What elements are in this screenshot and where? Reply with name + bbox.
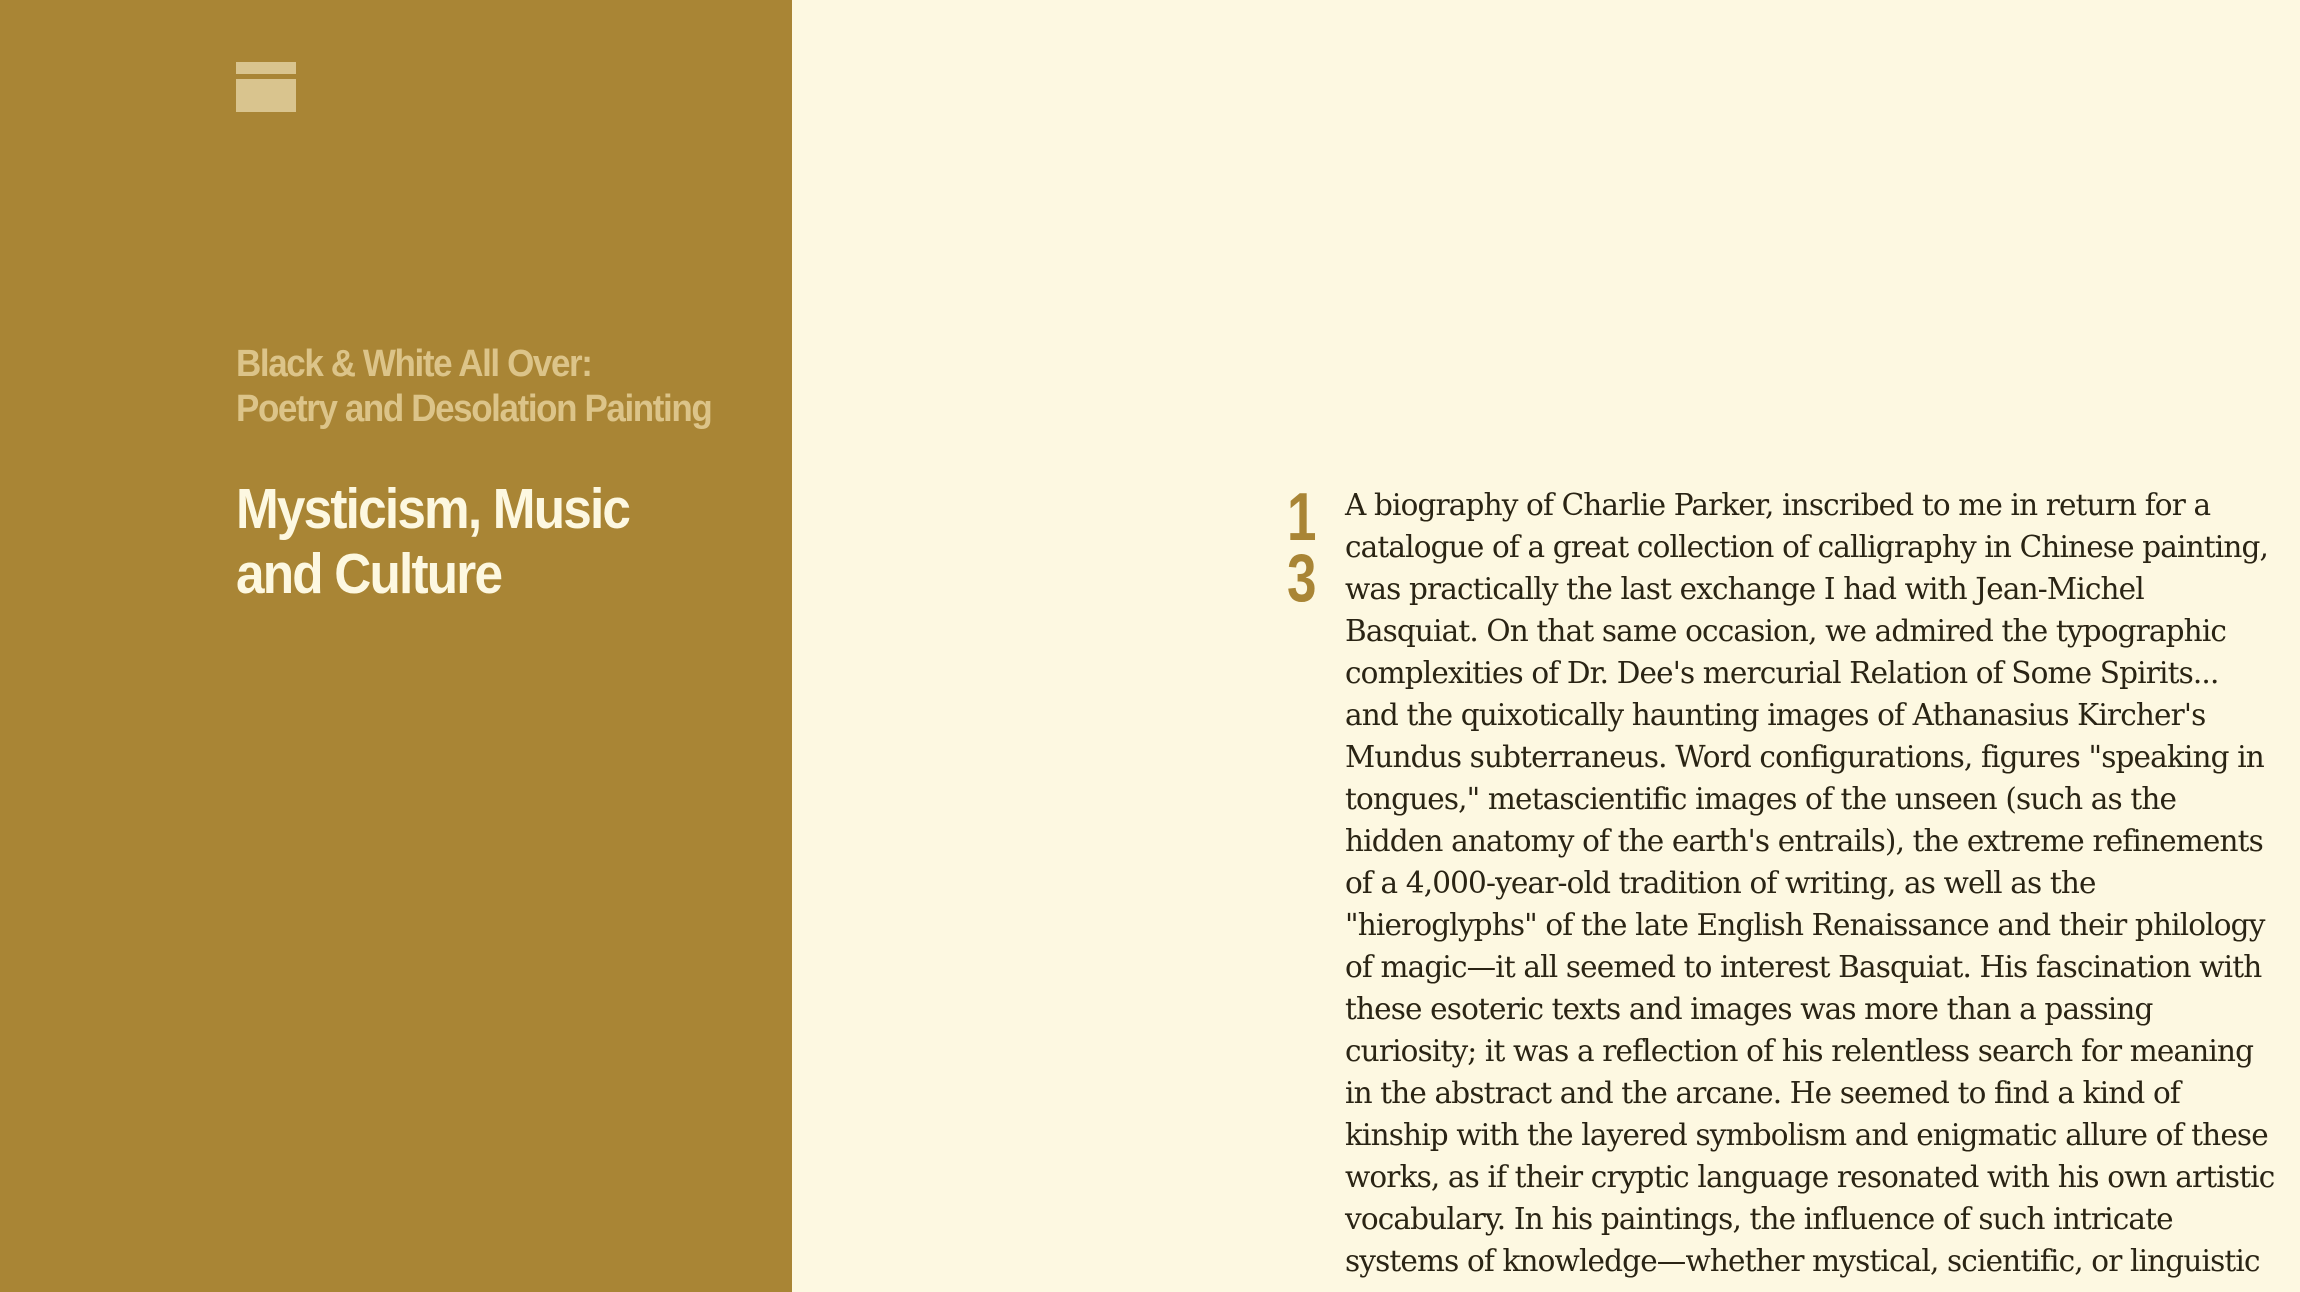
body-line: curiosity; it was a reflection of his relentless search for meaning xyxy=(1345,1034,2254,1068)
body-line: vocabulary. In his paintings, the influence of such intricate xyxy=(1345,1202,2173,1236)
body-line: kinship with the layered symbolism and enigmatic allure of these xyxy=(1345,1118,2268,1152)
book-title-line: Black & White All Over: xyxy=(236,343,592,385)
book-title xyxy=(236,342,714,432)
chapter-number xyxy=(1287,479,1318,616)
body-line: "hieroglyphs" of the late English Renaissance and their philology xyxy=(1345,908,2265,942)
chapter-title xyxy=(236,477,704,607)
menu-icon[interactable] xyxy=(236,62,296,112)
body-line: these esoteric texts and images was more than a passing xyxy=(1345,992,2153,1026)
body-line: catalogue of a great collection of calligraphy in Chinese painting, xyxy=(1345,530,2269,564)
menu-icon-bar-top xyxy=(236,62,296,74)
body-line: complexities of Dr. Dee's mercurial Relation of Some Spirits... xyxy=(1345,656,2219,690)
body-line: was practically the last exchange I had with Jean-Michel xyxy=(1345,572,2144,606)
body-line: and the quixotically haunting images of Athanasius Kircher's xyxy=(1345,698,2206,732)
chapter-body-text xyxy=(1345,484,2275,1282)
chapter-number-digit: 1 xyxy=(1287,479,1317,555)
body-line: in the abstract and the arcane. He seemed to find a kind of xyxy=(1345,1076,2180,1110)
body-line: hidden anatomy of the earth's entrails), the extreme refinements xyxy=(1345,824,2263,858)
body-line: works, as if their cryptic language resonated with his own artistic xyxy=(1345,1160,2275,1194)
body-line: Mundus subterraneus. Word configurations, figures "speaking in xyxy=(1345,740,2264,774)
menu-icon-bar-bottom xyxy=(236,79,296,112)
chapter-title-line: and Culture xyxy=(236,542,502,606)
body-line: of a 4,000-year-old tradition of writing, as well as the xyxy=(1345,866,2096,900)
sidebar xyxy=(0,0,792,1292)
body-line: systems of knowledge—whether mystical, scientific, or linguistic xyxy=(1345,1244,2260,1278)
chapter-number-digit: 3 xyxy=(1287,540,1317,616)
chapter-title-line: Mysticism, Music xyxy=(236,477,630,541)
body-line: Basquiat. On that same occasion, we admired the typographic xyxy=(1345,614,2227,648)
body-line: of magic—it all seemed to interest Basquiat. His fascination with xyxy=(1345,950,2262,984)
book-title-line: Poetry and Desolation Painting xyxy=(236,388,712,430)
body-line: A biography of Charlie Parker, inscribed to me in return for a xyxy=(1345,488,2211,522)
body-line: tongues," metascientific images of the unseen (such as the xyxy=(1345,782,2177,816)
